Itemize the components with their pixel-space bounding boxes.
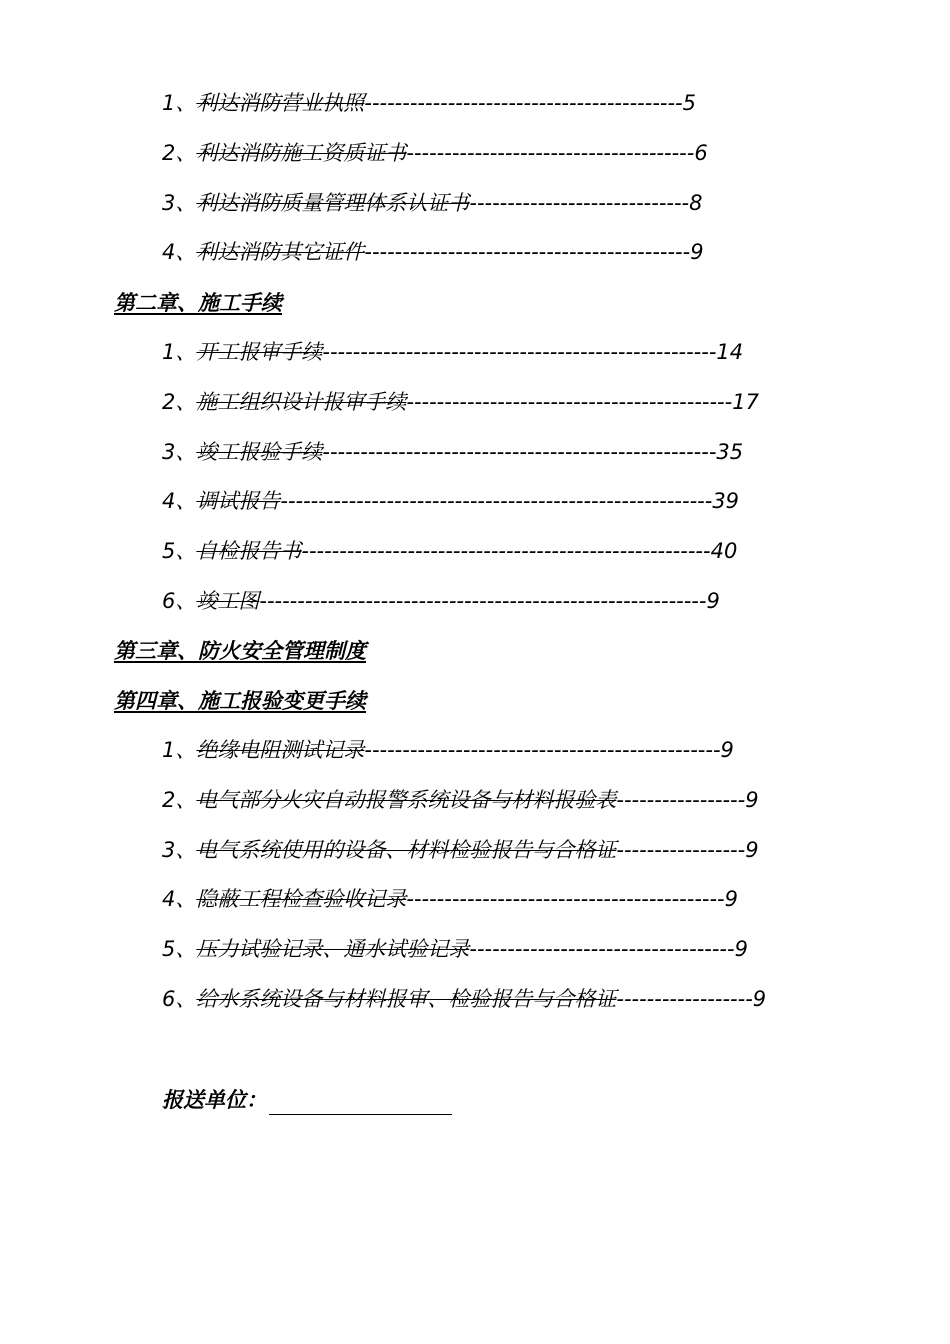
- toc-entry-leader: ----------------------------------------------------: [322, 340, 717, 364]
- toc-entry-number: 6、: [162, 987, 197, 1011]
- toc-entry-leader: -----------------------------------------------: [364, 738, 721, 762]
- toc-entry: [162, 237, 704, 267]
- toc-entry-title: 利达消防施工资质证书: [196, 141, 407, 165]
- toc-entry-leader: --------------------------------------: [406, 141, 695, 165]
- toc-entry: [162, 387, 759, 417]
- toc-entry-page: 8: [689, 191, 703, 215]
- toc-entry-title: 开工报审手续: [196, 340, 323, 364]
- toc-entry-number: 1、: [162, 738, 197, 762]
- toc-entry-title: 电气部分火灾自动报警系统设备与材料报验表: [196, 788, 617, 812]
- toc-entry: [162, 884, 738, 914]
- chapter-heading: 第二章、施工手续: [114, 291, 282, 315]
- toc-entry-title: 竣工图: [196, 589, 260, 613]
- toc-entry-page: 9: [745, 788, 759, 812]
- toc-entry-page: 9: [724, 887, 739, 911]
- toc-entry: [162, 88, 696, 118]
- toc-entry-leader: ---------------------------------------------------------: [280, 489, 713, 513]
- toc-entry-page: 14: [716, 340, 744, 364]
- toc-entry-number: 6、: [162, 589, 197, 613]
- toc-entry-title: 施工组织设计报审手续: [196, 390, 407, 414]
- toc-entry: [162, 735, 734, 765]
- toc-entry: [162, 337, 743, 367]
- toc-entry-title: 电气系统使用的设备、材料检验报告与合格证: [196, 838, 617, 862]
- toc-entry: [162, 984, 766, 1014]
- toc-entry-title: 利达消防质量管理体系认证书: [196, 191, 470, 215]
- toc-entry-number: 1、: [162, 340, 197, 364]
- toc-entry-page: 6: [694, 141, 708, 165]
- toc-entry-leader: -----------------: [616, 838, 746, 862]
- toc-entry-leader: ------------------------------------------------------: [301, 539, 711, 563]
- toc-entry-leader: ------------------: [616, 987, 753, 1011]
- toc-entry-title: 绝缘电阻测试记录: [196, 738, 365, 762]
- toc-entry: [162, 934, 748, 964]
- toc-entry-number: 2、: [162, 390, 197, 414]
- toc-entry: [162, 437, 743, 467]
- toc-entry-number: 4、: [162, 240, 197, 264]
- toc-entry: [162, 835, 759, 865]
- report-unit-blank-line[interactable]: [269, 1092, 452, 1115]
- toc-entry-number: 2、: [162, 788, 197, 812]
- toc-entry-page: 17: [732, 390, 759, 414]
- toc-entry-number: 3、: [162, 838, 197, 862]
- toc-entry-page: 9: [720, 738, 734, 762]
- toc-entry-leader: -------------------------------------------: [364, 240, 691, 264]
- toc-entry-number: 3、: [162, 440, 197, 464]
- toc-entry-leader: ------------------------------------------: [406, 887, 725, 911]
- chapter-heading: 第三章、防火安全管理制度: [114, 639, 366, 663]
- toc-entry-title: 调试报告: [196, 489, 281, 513]
- toc-entry-page: 9: [690, 240, 704, 264]
- toc-entry-number: 4、: [162, 887, 197, 911]
- toc-entry-leader: -----------------: [616, 788, 746, 812]
- toc-entry-number: 2、: [162, 141, 197, 165]
- toc-entry-page: 9: [734, 937, 748, 961]
- toc-entry: [162, 586, 720, 616]
- toc-entry-page: 9: [745, 838, 759, 862]
- report-unit-label: 报送单位：: [162, 1088, 267, 1112]
- toc-entry-number: 5、: [162, 539, 197, 563]
- toc-entry-number: 1、: [162, 91, 197, 115]
- toc-entry-page: 35: [716, 440, 744, 464]
- toc-entry-leader: -----------------------------------: [469, 937, 735, 961]
- toc-entry: [162, 536, 737, 566]
- toc-entry-page: 9: [706, 589, 720, 613]
- toc-entry-leader: -----------------------------------------------------------: [259, 589, 707, 613]
- toc-entry-page: 5: [682, 91, 697, 115]
- toc-entry-leader: ----------------------------------------------------: [322, 440, 717, 464]
- toc-entry: [162, 785, 759, 815]
- toc-entry-page: 9: [752, 987, 767, 1011]
- toc-entry-number: 3、: [162, 191, 197, 215]
- toc-entry-title: 利达消防其它证件: [196, 240, 365, 264]
- toc-entry-title: 隐蔽工程检查验收记录: [196, 887, 407, 911]
- toc-entry-title: 利达消防营业执照: [196, 91, 365, 115]
- toc-entry: [162, 486, 739, 516]
- report-unit-row: [162, 1085, 452, 1115]
- toc-entry: [162, 138, 708, 168]
- toc-entry-page: 39: [712, 489, 740, 513]
- toc-entry-title: 竣工报验手续: [196, 440, 323, 464]
- toc-entry-number: 4、: [162, 489, 197, 513]
- toc-entry-page: 40: [710, 539, 738, 563]
- chapter-heading: 第四章、施工报验变更手续: [114, 689, 366, 713]
- toc-entry-number: 5、: [162, 937, 197, 961]
- toc-entry-title: 压力试验记录、通水试验记录: [196, 937, 470, 961]
- toc-entry-leader: -----------------------------: [469, 191, 690, 215]
- toc-entry-leader: -------------------------------------------: [406, 390, 733, 414]
- toc-entry-title: 给水系统设备与材料报审、检验报告与合格证: [196, 987, 617, 1011]
- toc-entry-title: 自检报告书: [196, 539, 302, 563]
- toc-entry-leader: ------------------------------------------: [364, 91, 683, 115]
- toc-entry: [162, 188, 703, 218]
